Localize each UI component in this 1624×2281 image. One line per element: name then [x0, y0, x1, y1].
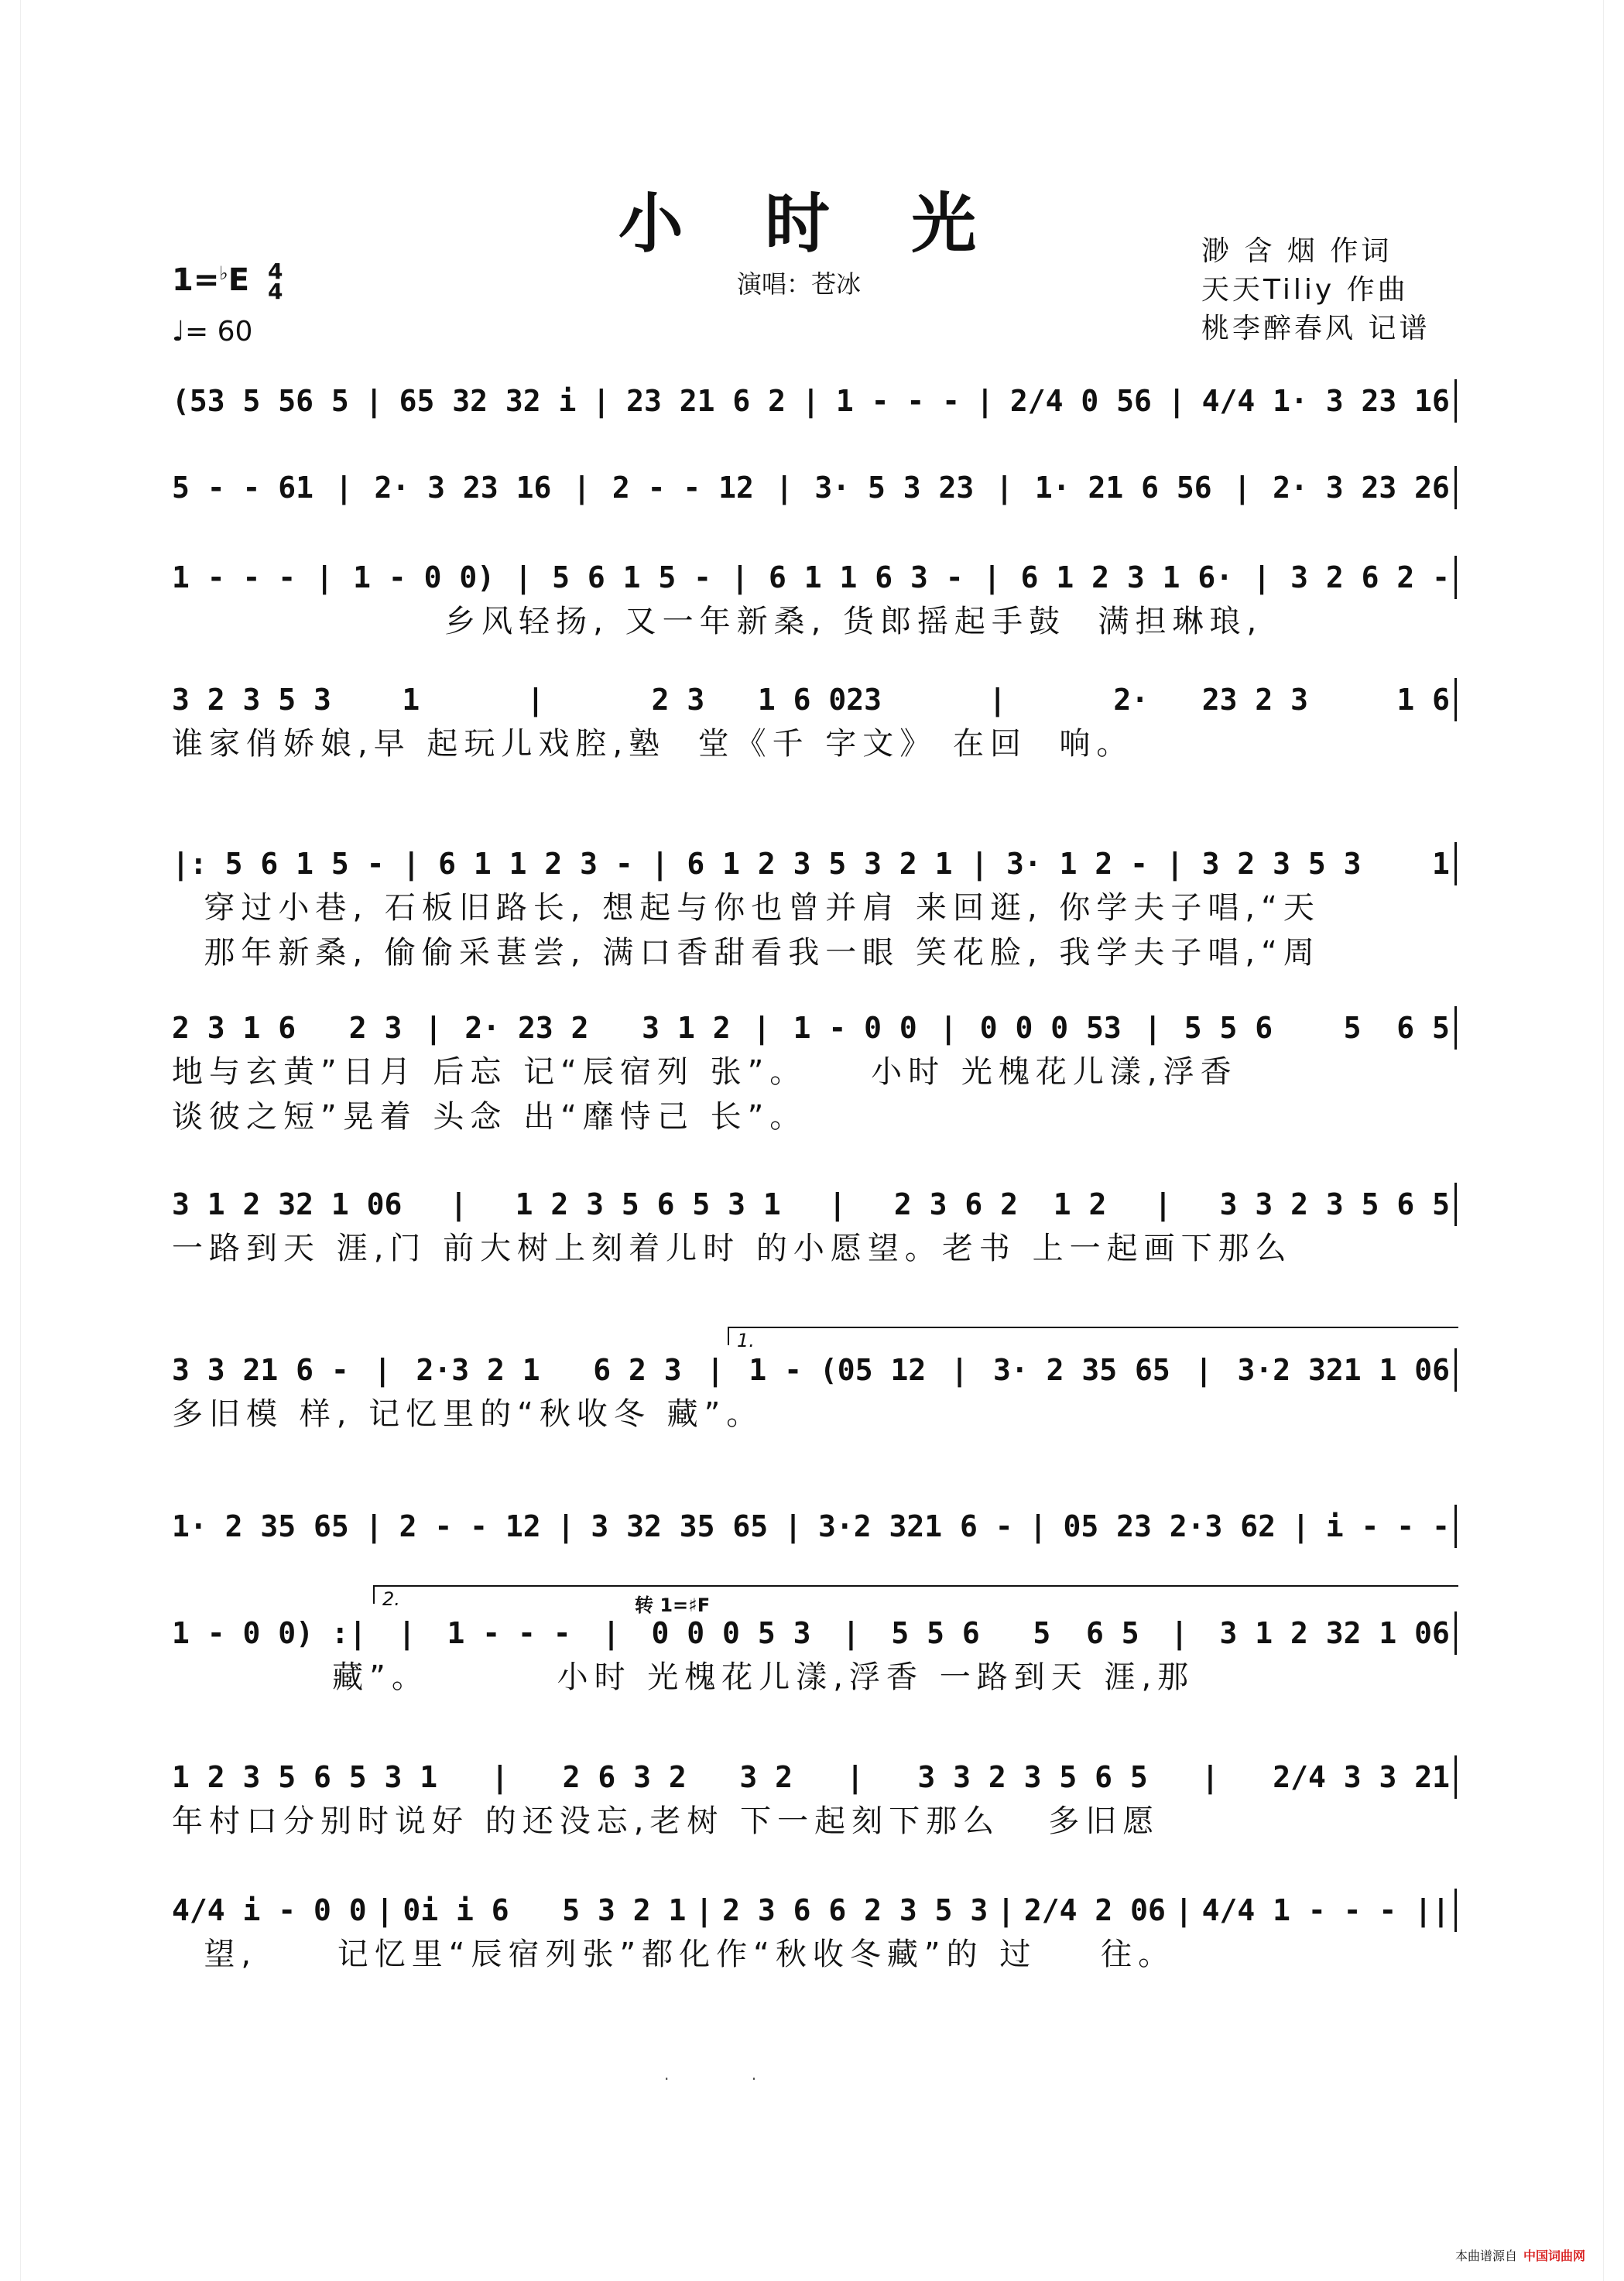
measure: 3 2 3 5 3 1 [1201, 847, 1450, 881]
notation-row [172, 1006, 1457, 1050]
measure: 3 3 2 3 5 6 5 [917, 1760, 1148, 1794]
barline: | [1194, 1353, 1213, 1387]
notation-row [172, 1505, 1457, 1548]
barline: | [1252, 560, 1271, 594]
flat-sign: ♭ [219, 262, 228, 284]
measure: 3·2 321 6 - [817, 1509, 1013, 1543]
barline: | [695, 1893, 714, 1927]
notation-row [172, 842, 1457, 885]
measure: 5 - - 61 [172, 471, 314, 505]
notation-row [172, 1348, 1457, 1392]
barline: | [828, 1187, 847, 1221]
barline: | [775, 471, 793, 505]
measure: 4/4 1· 3 23 16 [1201, 384, 1450, 418]
volta-2-label: 2. [382, 1588, 400, 1610]
lyric-line: 多旧模 样, 记忆里的“秋收冬 藏”。 [172, 1396, 764, 1432]
measure: 2 6 3 2 3 2 [562, 1760, 793, 1794]
score-system [172, 1505, 1457, 1548]
measure: 3· 1 2 - [1006, 847, 1149, 881]
key-signature [172, 259, 283, 304]
barline: | [752, 1011, 771, 1045]
barline: | [995, 471, 1013, 505]
lyric-line: 一路到天 涯,门 前大树上刻着儿时 的小愿望。老书 上一起画下那么 [172, 1231, 1293, 1266]
notation-row [172, 556, 1457, 599]
measure: 5 5 6 5 6 5 [1184, 1011, 1450, 1045]
measure: 1 2 3 5 6 5 3 1 [172, 1760, 438, 1794]
barline: | [706, 1353, 725, 1387]
barline: | [841, 1616, 860, 1650]
barline: | [602, 1616, 621, 1650]
barline: | [1170, 1616, 1188, 1650]
barline: | [975, 384, 994, 418]
credits [1201, 232, 1430, 348]
measure: 2 - - 12 [612, 471, 754, 505]
barline: | [846, 1760, 865, 1794]
notation-row [172, 1611, 1457, 1655]
time-top: 4 [267, 259, 283, 284]
barline: | [784, 1509, 803, 1543]
measure: 6 1 1 2 3 - [438, 847, 633, 881]
measure: 3 32 35 65 [591, 1509, 769, 1543]
measure: 3·2 321 1 06 [1237, 1353, 1450, 1387]
score-system [172, 379, 1457, 423]
measure: 1 - (05 12 [749, 1353, 927, 1387]
measure: 05 23 2·3 62 [1063, 1509, 1276, 1543]
barline: | [1167, 384, 1186, 418]
barline: | [1154, 1187, 1172, 1221]
measure: 1 - 0 0) [353, 560, 495, 594]
measure: 1 - - - [447, 1616, 571, 1650]
measure: 1 - 0 0 [793, 1011, 917, 1045]
notation-row [172, 466, 1457, 509]
measure: 2· 23 2 3 1 6 [1113, 683, 1450, 717]
barline: | [1166, 847, 1184, 881]
barline: | [802, 384, 820, 418]
volta-1-label: 1. [737, 1330, 755, 1351]
measure: 3 3 2 3 5 6 5 [1219, 1187, 1450, 1221]
footer-brand: 中国词曲网 [1523, 2248, 1586, 2263]
measure: 4/4 1 - - - || [1201, 1893, 1450, 1927]
score-system [172, 678, 1457, 766]
lyric-line: 地与玄黄”日月 后忘 记“辰宿列 张”。 小时 光槐花儿漾,浮香 [172, 1054, 1238, 1090]
lyric-line: 藏”。 小时 光槐花儿漾,浮香 一路到天 涯,那 [172, 1659, 1195, 1695]
score-system [172, 466, 1457, 509]
key-note: E [228, 262, 250, 298]
barline: | [1029, 1509, 1047, 1543]
measure: 2/4 3 3 21 [1273, 1760, 1450, 1794]
measure: 3 1 2 32 1 06 [172, 1187, 403, 1221]
lyric-line: 谈彼之短”晃着 头念 出“靡恃己 长”。 [172, 1099, 807, 1135]
measure: 2· 23 2 3 1 2 [464, 1011, 731, 1045]
measure: 0i i 6 5 3 2 1 [403, 1893, 687, 1927]
barline: | [450, 1187, 468, 1221]
measure: 3 1 2 32 1 06 [1219, 1616, 1450, 1650]
barline: | [491, 1760, 509, 1794]
measure: 2/4 0 56 [1009, 384, 1152, 418]
measure: 3 2 3 5 3 1 [172, 683, 420, 717]
measure: 3 3 21 6 - [172, 1353, 349, 1387]
composer-credit: 天天Tiliy 作曲 [1201, 274, 1409, 306]
measure: 2 3 1 6 023 [651, 683, 882, 717]
measure: 1· 21 6 56 [1034, 471, 1212, 505]
score-system [172, 1755, 1457, 1844]
tempo-marking: ♩= 60 [172, 316, 253, 348]
score-system [172, 1006, 1457, 1139]
barline: | [315, 560, 334, 594]
barline: | [424, 1011, 443, 1045]
notation-row [172, 379, 1457, 423]
measure: 0 0 0 5 3 [651, 1616, 811, 1650]
lyricist-credit: 渺 含 烟 作词 [1201, 235, 1393, 267]
measure: 2/4 2 06 [1023, 1893, 1166, 1927]
footer-source [1455, 2246, 1585, 2264]
measure: 4/4 i - 0 0 [172, 1893, 367, 1927]
barline: | [1233, 471, 1252, 505]
barline: | [514, 560, 533, 594]
barline: | [373, 1353, 392, 1387]
measure: 3· 2 35 65 [992, 1353, 1170, 1387]
barline: | [573, 471, 591, 505]
measure: 3 2 6 2 - [1290, 560, 1450, 594]
measure: |: 5 6 1 5 - [172, 847, 385, 881]
measure: 1 - 0 0) :| [172, 1616, 367, 1650]
lyric-line: 乡风轻扬, 又一年新桑, 货郎摇起手鼓 满担琳琅, [172, 604, 1263, 639]
score-system [172, 1183, 1457, 1271]
measure: 1 - - - [172, 560, 296, 594]
measure: i - - - [1325, 1509, 1450, 1543]
barline: | [1143, 1011, 1162, 1045]
left-margin-strip [0, 0, 21, 2281]
barline: | [970, 847, 988, 881]
barline: | [365, 1509, 383, 1543]
measure: 2 3 1 6 2 3 [172, 1011, 403, 1045]
barline: | [1174, 1893, 1193, 1927]
barline: | [526, 683, 545, 717]
measure: 2 - - 12 [399, 1509, 541, 1543]
barline: | [651, 847, 669, 881]
barline: | [398, 1616, 416, 1650]
lyric-line: 谁家俏娇娘,早 起玩儿戏腔,塾 堂《千 字文》 在回 响。 [172, 726, 1134, 762]
barline: | [997, 1893, 1016, 1927]
score-system [172, 1611, 1457, 1700]
modulation-marking: 转 1=♯F [635, 1594, 711, 1616]
barline: | [983, 560, 1002, 594]
lyric-line: 年村口分别时说好 的还没忘,老树 下一起刻下那么 多旧愿 [172, 1803, 1160, 1839]
song-title: 小 时 光 [618, 185, 1006, 262]
barline: | [402, 847, 420, 881]
measure: 2 3 6 2 1 2 [893, 1187, 1107, 1221]
measure: 5 6 1 5 - [552, 560, 711, 594]
measure: 23 21 6 2 [626, 384, 786, 418]
page-dots: . . [664, 2065, 796, 2084]
barline: | [988, 683, 1007, 717]
measure: 2· 3 23 26 [1273, 471, 1450, 505]
measure: 5 5 6 5 6 5 [891, 1616, 1139, 1650]
measure: 3· 5 3 23 [814, 471, 975, 505]
notation-row [172, 1889, 1457, 1932]
notation-row [172, 678, 1457, 721]
time-bottom: 4 [267, 279, 283, 304]
barline: | [557, 1509, 575, 1543]
measure: 2 3 6 6 2 3 5 3 [722, 1893, 988, 1927]
barline: | [334, 471, 353, 505]
barline: | [365, 384, 383, 418]
measure: 65 32 32 i [399, 384, 577, 418]
barline: | [951, 1353, 969, 1387]
lyric-line: 那年新桑, 偷偷采葚尝, 满口香甜看我一眼 笑花脸, 我学夫子唱,“周 [172, 935, 1321, 971]
barline: | [731, 560, 749, 594]
transcriber-credit: 桃李醉春风 记谱 [1201, 313, 1430, 344]
measure: 1· 2 35 65 [172, 1509, 349, 1543]
measure: 1 2 3 5 6 5 3 1 [515, 1187, 781, 1221]
footer-source-text: 本曲谱源自 [1455, 2248, 1518, 2263]
measure: 2·3 2 1 6 2 3 [416, 1353, 682, 1387]
key-prefix: 1= [172, 262, 220, 298]
notation-row [172, 1183, 1457, 1226]
measure: 1 - - - [835, 384, 961, 418]
measure: 2· 3 23 16 [374, 471, 552, 505]
singer: 演唱：苍冰 [737, 269, 862, 299]
notation-row [172, 1755, 1457, 1799]
lyric-line: 望, 记忆里“辰宿列张”都化作“秋收冬藏”的 过 往。 [172, 1937, 1176, 1972]
score-system [172, 556, 1457, 644]
barline: | [939, 1011, 958, 1045]
barline: | [375, 1893, 394, 1927]
score-system [172, 1889, 1457, 1977]
barline: | [592, 384, 611, 418]
measure: 6 1 1 6 3 - [768, 560, 964, 594]
lyric-line: 穿过小巷, 石板旧路长, 想起与你也曾并肩 来回逛, 你学夫子唱,“天 [172, 890, 1321, 926]
measure: (53 5 56 5 [172, 384, 349, 418]
right-margin-strip [1603, 0, 1624, 2281]
measure: 6 1 2 3 1 6· [1020, 560, 1234, 594]
time-signature [267, 259, 283, 304]
barline: | [1201, 1760, 1219, 1794]
volta-1-bracket [728, 1327, 1458, 1351]
measure: 6 1 2 3 5 3 2 1 [687, 847, 953, 881]
score-system [172, 1348, 1457, 1437]
score-system [172, 842, 1457, 975]
barline: | [1291, 1509, 1310, 1543]
measure: 0 0 0 53 [979, 1011, 1122, 1045]
